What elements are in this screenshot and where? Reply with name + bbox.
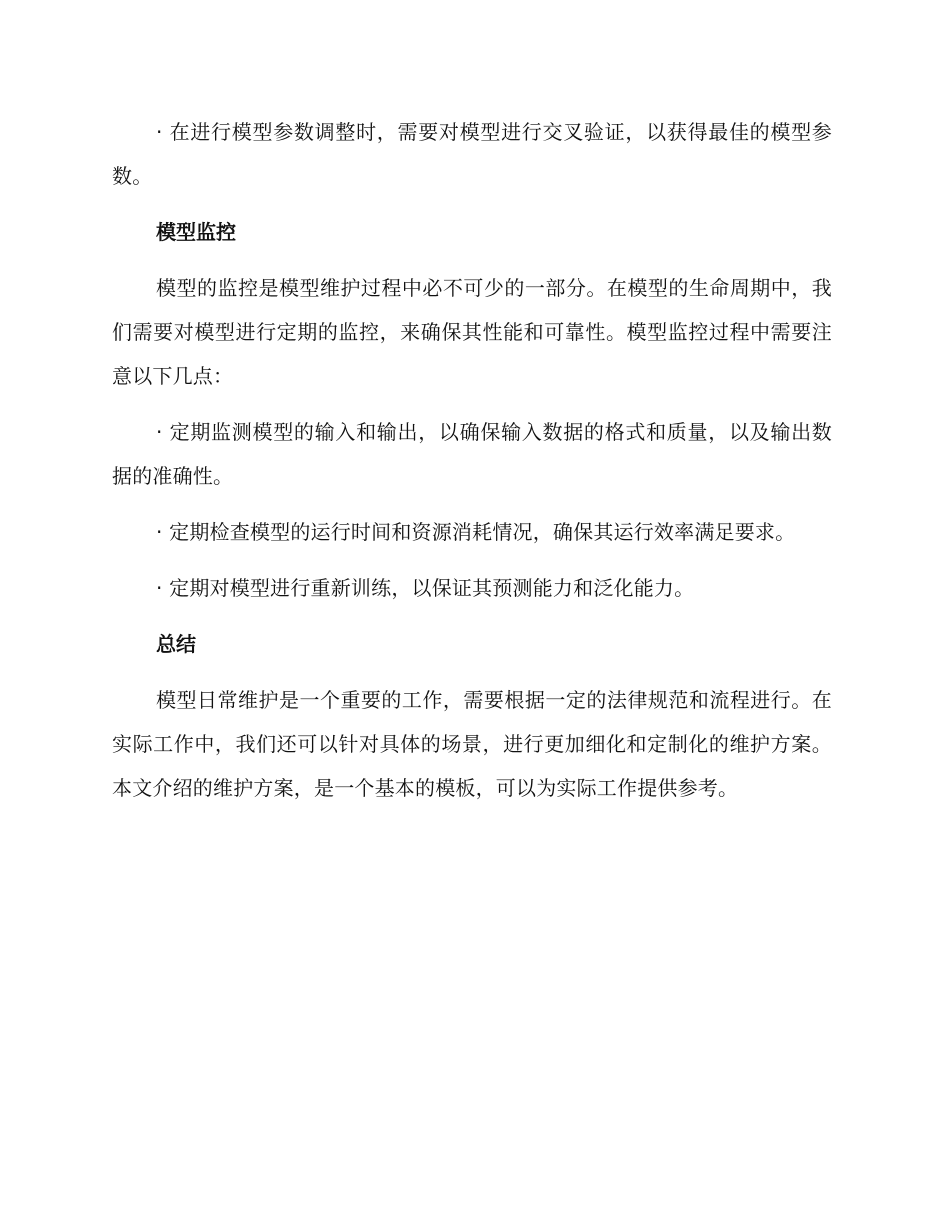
bullet-retrain: · 定期对模型进行重新训练，以保证其预测能力和泛化能力。 <box>156 576 695 600</box>
section-heading-model-monitoring: 模型监控 <box>156 220 236 244</box>
bullet-cross-validation: · 在进行模型参数调整时，需要对模型进行交叉验证，以获得最佳的模型参数。 <box>112 120 832 188</box>
document-body <box>112 110 832 822</box>
bullet-check-runtime: · 定期检查模型的运行时间和资源消耗情况，确保其运行效率满足要求。 <box>156 520 796 544</box>
paragraph-summary: 模型日常维护是一个重要的工作，需要根据一定的法律规范和流程进行。在实际工作中，我们还可以针对具体的场景，进行更加细化和定制化的维护方案。本文介绍的维护方案，是一个基本的模板，可以为实际工作提供参考。 <box>112 688 832 800</box>
bullet-monitor-io: · 定期监测模型的输入和输出，以确保输入数据的格式和质量，以及输出数据的准确性。 <box>112 420 832 488</box>
paragraph-monitoring-intro: 模型的监控是模型维护过程中必不可少的一部分。在模型的生命周期中，我们需要对模型进行定期的监控，来确保其性能和可靠性。模型监控过程中需要注意以下几点： <box>112 276 832 388</box>
section-heading-summary: 总结 <box>156 632 196 656</box>
